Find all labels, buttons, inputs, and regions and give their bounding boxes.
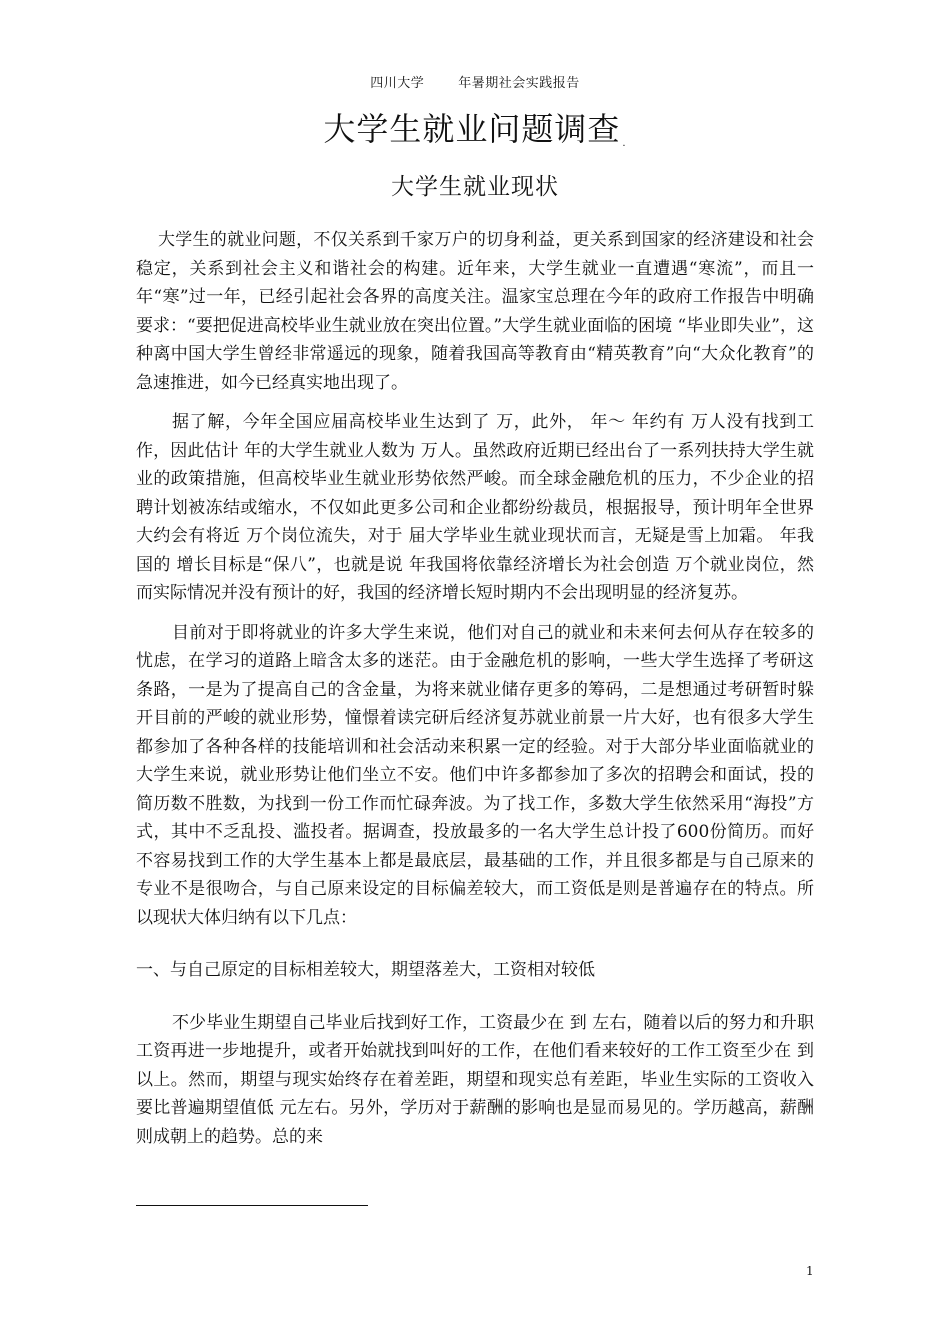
document-title-block <box>0 104 950 150</box>
paragraph-statistics: 据了解，今年全国应届高校毕业生达到了 万，此外， 年～ 年约有 万人没有找到工作，因此估计 年的大学生就业人数为 万人。虽然政府近期已经出台了一系列扶持大学生就业的政策措施，但高校毕业生就业形势依然严峻。而全球金融危机的压力，不少企业的招聘计划被冻结或缩水，不仅如此更多公司和企业都纷纷裁员，根据报导，预计明年全世界大约会有将近 万个岗位流失，对于 届大学毕业生就业现状而言，无疑是雪上加霜。 年我国的 增长目标是“保八”，也就是说 年我国将依靠经济增长为社会创造 万个就业岗位，然而实际情况并没有预计的好，我国的经济增长短时期内不会出现明显的经济复苏。 <box>136 412 814 603</box>
footnote-divider <box>136 1205 368 1206</box>
paragraph-salary: 不少毕业生期望自己毕业后找到好工作，工资最少在 到 左右，随着以后的努力和升职工资再进一步地提升，或者开始就找到叫好的工作，在他们看来较好的工作工资至少在 到 以上。然而，期望与现实始终存在着差距，期望和现实总有差距，毕业生实际的工资收入要比普遍期望值低 元左右。另外，学历对于薪酬的影响也是显而易见的。学历越高，薪酬则成朝上的趋势。总的来 <box>136 1012 814 1147</box>
header-report: 年暑期社会实践报告 <box>458 76 580 91</box>
header-school: 四川大学 <box>370 76 425 91</box>
document-title: 大学生就业问题调查 <box>323 110 621 148</box>
section-title: 大学生就业现状 <box>391 174 559 200</box>
title-mark: . <box>622 138 627 149</box>
document-body <box>136 226 814 1162</box>
paragraph-intro: 大学生的就业问题，不仅关系到千家万户的切身利益，更关系到国家的经济建设和社会稳定，关系到社会主义和谐社会的构建。近年来，大学生就业一直遭遇“寒流”，而且一年“寒”过一年，已经引起社会各界的高度关注。温家宝总理在今年的政府工作报告中明确要求：“要把促进高校毕业生就业放在突出位置。”大学生就业面临的困境 “毕业即失业”，这种离中国大学生曾经非常遥远的现象，随着我国高等教育由“精英教育”向“大众化教育”的急速推进，如今已经真实地出现了。 <box>136 230 814 393</box>
paragraph-current-situation: 目前对于即将就业的许多大学生来说，他们对自己的就业和未来何去何从存在较多的忧虑，在学习的道路上暗含太多的迷茫。由于金融危机的影响，一些大学生选择了考研这条路，一是为了提高自己的含金量，为将来就业储存更多的筹码，二是想通过考研暂时躲开目前的严峻的就业形势，憧憬着读完研后经济复苏就业前景一片大好，也有很多大学生都参加了各种各样的技能培训和社会活动来积累一定的经验。对于大部分毕业面临就业的大学生来说，就业形势让他们坐立不安。他们中许多都参加了多次的招聘会和面试，投的简历数不胜数，为找到一份工作而忙碌奔波。为了找工作，多数大学生依然采用“海投”方式，其中不乏乱投、滥投者。据调查，投放最多的一名大学生总计投了600份简历。而好不容易找到工作的大学生基本上都是最底层，最基础的工作，并且很多都是与自己原来的专业不是很吻合，与自己原来设定的目标偏差较大，而工资低是则是普遍存在的特点。所以现状大体归纳有以下几点： <box>136 622 814 928</box>
page-number: 1 <box>806 1264 814 1278</box>
section-heading: 一、与自己原定的目标相差较大，期望落差大，工资相对较低 <box>136 960 595 980</box>
page-header <box>0 72 950 91</box>
